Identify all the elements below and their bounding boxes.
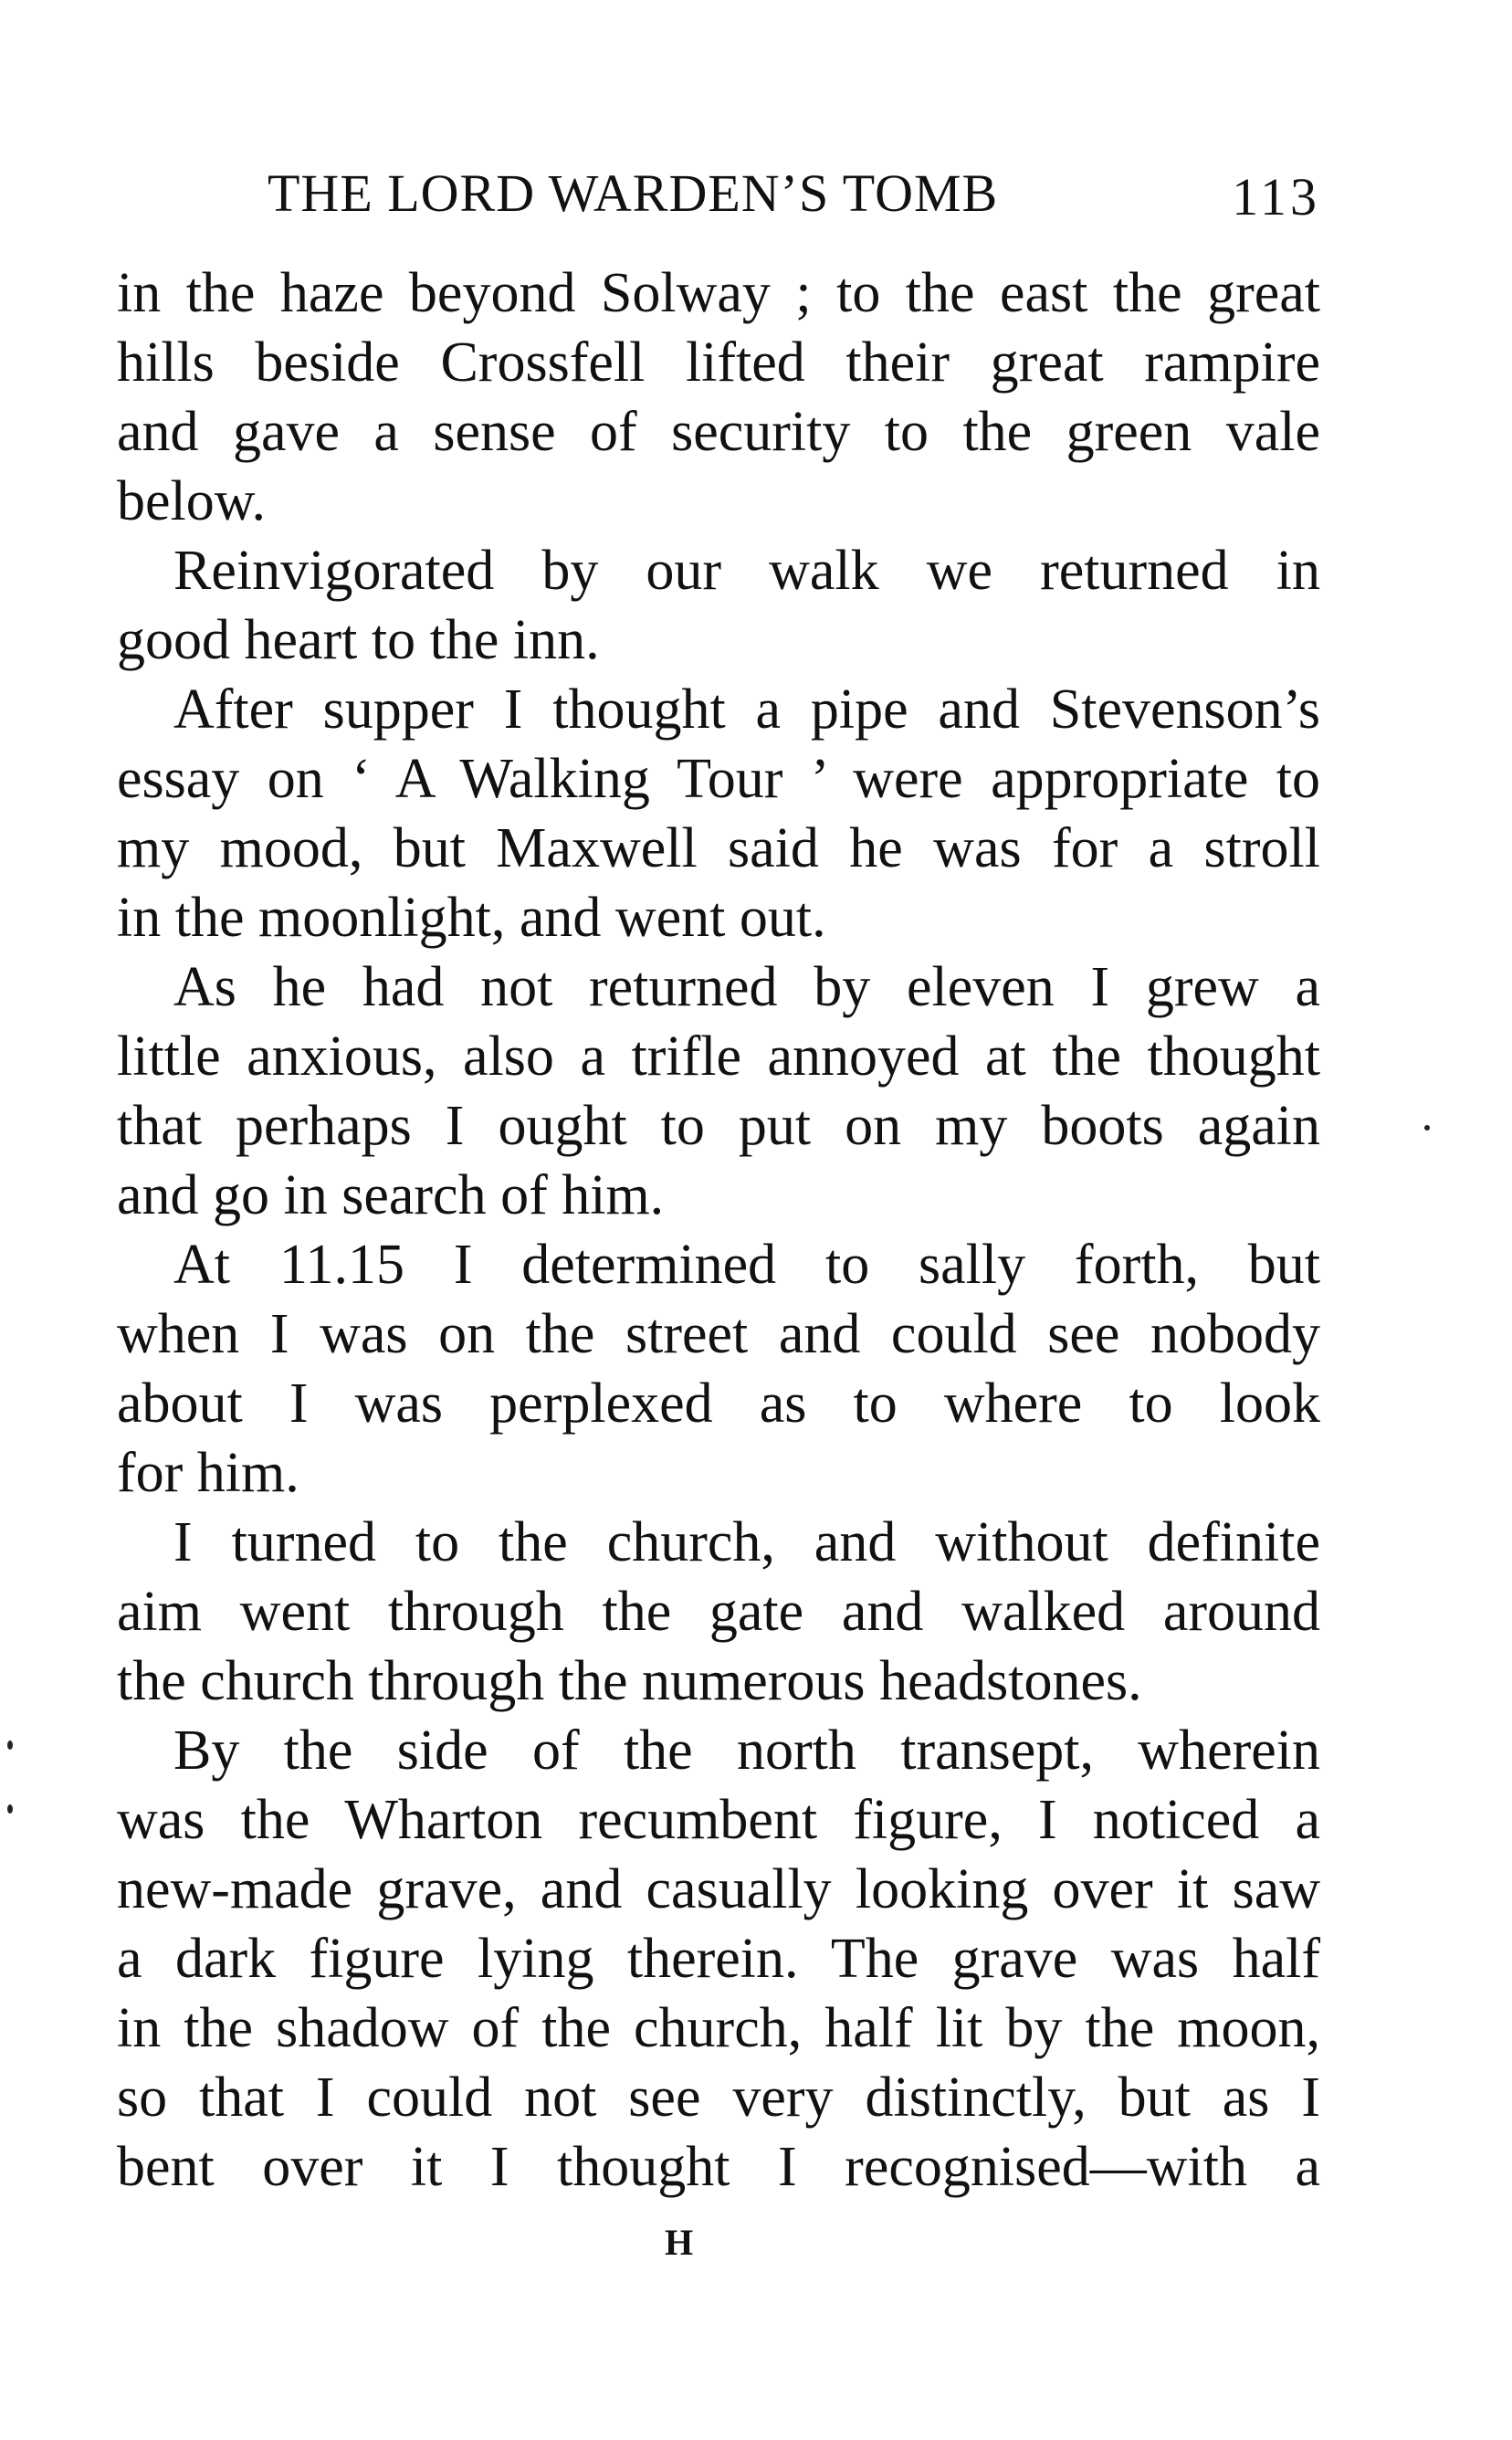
text-line: about I was perplexed as to where to look bbox=[117, 1372, 1320, 1435]
text-line: After supper I thought a pipe and Stevenson’s bbox=[173, 678, 1320, 741]
text-line: a dark figure lying therein. The grave was half bbox=[117, 1928, 1320, 1990]
text-line: in the haze beyond Solway ; to the east the great bbox=[117, 262, 1320, 324]
running-head bbox=[117, 157, 1320, 230]
text-line: aim went through the gate and walked around bbox=[117, 1581, 1320, 1643]
text-line: so that I could not see very distinctly, but as I bbox=[117, 2067, 1320, 2129]
text-line: good heart to the inn. bbox=[117, 609, 600, 671]
running-title: THE LORD WARDEN’S TOMB bbox=[268, 163, 999, 223]
text-line: I turned to the church, and without definite bbox=[173, 1511, 1320, 1573]
text-line: bent over it I thought I recognised—with a bbox=[117, 2136, 1320, 2198]
margin-speck bbox=[1424, 1125, 1430, 1131]
margin-speck bbox=[7, 1741, 13, 1750]
text-line: in the shadow of the church, half lit by the moon, bbox=[117, 1997, 1320, 2059]
text-line: for him. bbox=[117, 1442, 299, 1504]
body-text bbox=[117, 258, 1320, 2202]
text-line: hills beside Crossfell lifted their great rampire bbox=[117, 331, 1320, 394]
text-line: At 11.15 I determined to sally forth, but bbox=[173, 1234, 1320, 1296]
text-line: By the side of the north transept, wherein bbox=[173, 1720, 1320, 1782]
text-line: new-made grave, and casually looking over it saw bbox=[117, 1858, 1320, 1920]
text-line: the church through the numerous headstones. bbox=[117, 1650, 1142, 1712]
text-line: was the Wharton recumbent figure, I noticed a bbox=[117, 1789, 1320, 1851]
text-line: and go in search of him. bbox=[117, 1164, 665, 1226]
signature-mark: H bbox=[665, 2222, 696, 2263]
page-number: 113 bbox=[1232, 167, 1320, 226]
text-line: when I was on the street and could see nobody bbox=[117, 1303, 1320, 1365]
text-line: in the moonlight, and went out. bbox=[117, 887, 826, 949]
text-line: that perhaps I ought to put on my boots again bbox=[117, 1095, 1320, 1157]
text-line: As he had not returned by eleven I grew a bbox=[173, 956, 1320, 1018]
text-line: little anxious, also a trifle annoyed at the thought bbox=[117, 1025, 1320, 1088]
margin-speck bbox=[7, 1804, 13, 1814]
text-line: and gave a sense of security to the green vale bbox=[117, 401, 1320, 463]
text-line: my mood, but Maxwell said he was for a stroll bbox=[117, 817, 1320, 879]
text-line: essay on ‘ A Walking Tour ’ were appropriate to bbox=[117, 748, 1320, 810]
text-line: below. bbox=[117, 470, 266, 532]
text-line: Reinvigorated by our walk we returned in bbox=[173, 540, 1320, 602]
